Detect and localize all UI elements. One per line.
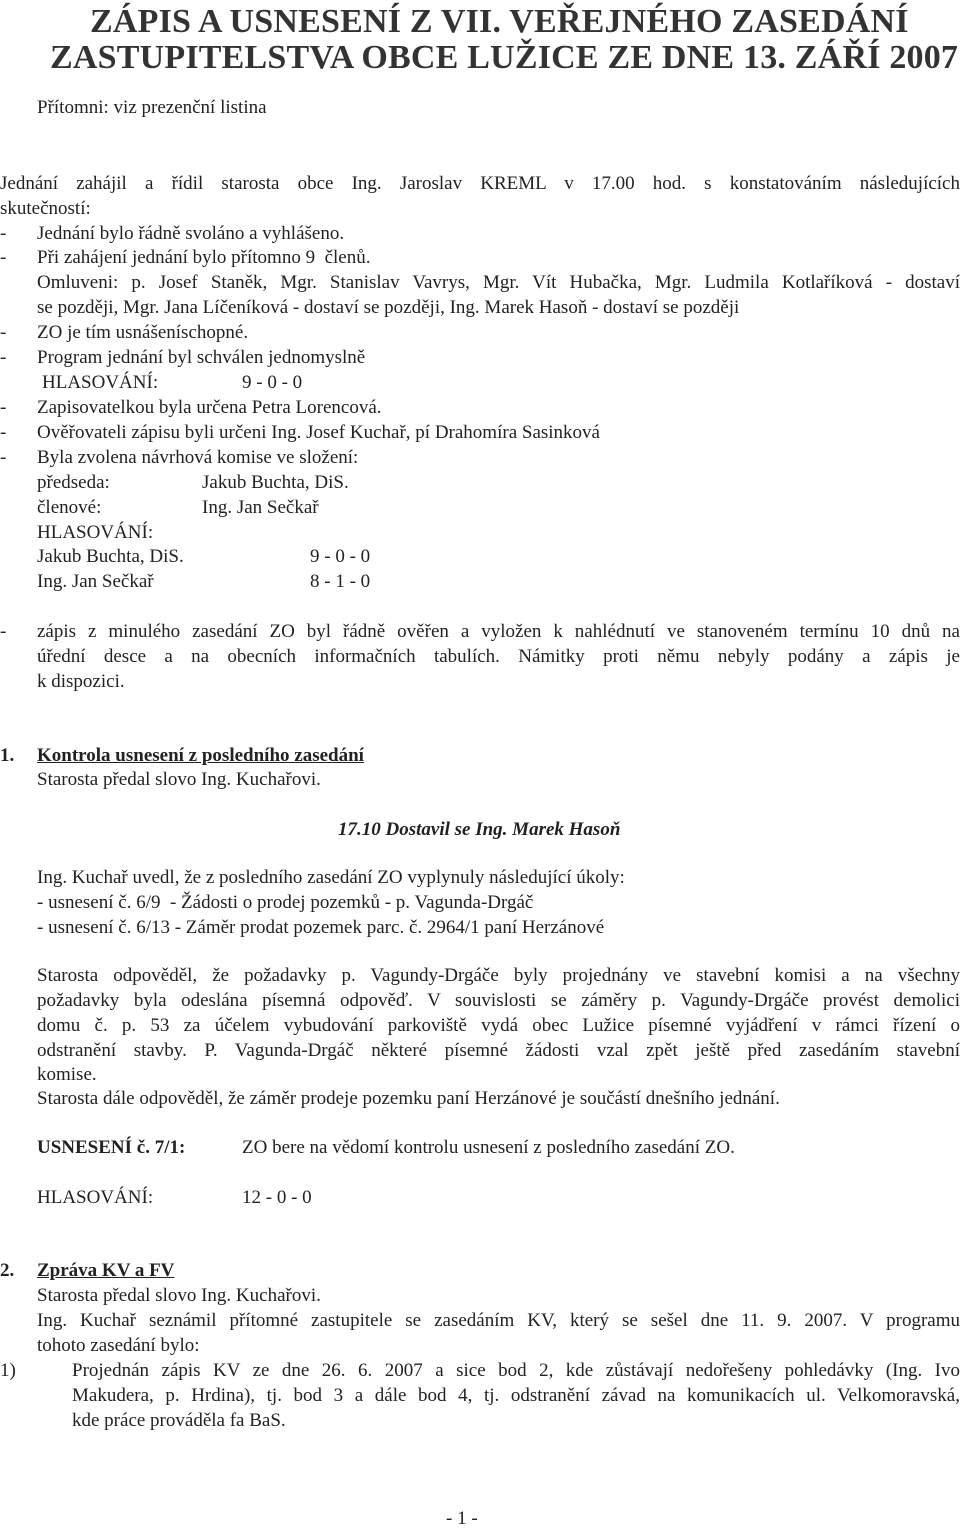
excused-line2: se později, Mgr. Jana Líčeníková - dostaví se později, Ing. Marek Hasoň - dostaví se později (37, 297, 740, 318)
item1-arrival: 17.10 Dostavil se Ing. Marek Hasoň (338, 819, 621, 840)
item1-answer-line5: komise. (37, 1064, 97, 1085)
page-number: - 1 - (446, 1508, 478, 1529)
dash: - (0, 247, 7, 268)
item1-line1: Starosta předal slovo Ing. Kuchařovi. (37, 769, 321, 790)
item1-answer-line6: Starosta dále odpověděl, že záměr prodeje pozemku paní Herzánové je součástí dnešního jednání. (37, 1088, 780, 1109)
item2-heading: Zpráva KV a FV (37, 1260, 175, 1281)
fact-verifiers: Ověřovateli zápisu byli určeni Ing. Josef Kuchař, pí Drahomíra Sasinková (37, 422, 600, 443)
fact-quorum: ZO je tím usnášeníschopné. (37, 322, 249, 343)
committee-vote-label: HLASOVÁNÍ: (37, 522, 154, 543)
opening-line1: Jednání zahájil a řídil starosta obce Ing. Jaroslav KREML v 17.00 hod. s konstatováním následujících (0, 173, 960, 194)
vote2-name: Ing. Jan Sečkař (37, 571, 154, 592)
item1-heading: Kontrola usnesení z posledního zasedání (37, 745, 364, 766)
fact-committee: Byla zvolena návrhová komise ve složení: (37, 447, 359, 468)
dash: - (0, 223, 7, 244)
item2-point-number: 1) (0, 1360, 16, 1381)
dash: - (0, 621, 7, 642)
minutes-line2: úřední desce a na obecních informačních tabulích. Námitky proti němu nebyly podány a zápis je (37, 646, 960, 667)
item1-task1: - usnesení č. 6/9 - Žádosti o prodej pozemků - p. Vagunda-Drgáč (37, 892, 534, 913)
excused-line1: Omluveni: p. Josef Staněk, Mgr. Stanislav Vavrys, Mgr. Vít Hubačka, Mgr. Ludmila Kotlaříková - dostaví (37, 272, 960, 293)
minutes-line3: k dispozici. (37, 671, 125, 692)
dash: - (0, 347, 7, 368)
program-vote-result: 9 - 0 - 0 (242, 372, 303, 393)
program-vote-label: HLASOVÁNÍ: (42, 372, 159, 393)
item1-number: 1. (0, 745, 15, 766)
item2-line2a: Ing. Kuchař seznámil přítomné zastupitele se zasedáním KV, který se sešel dne 11. 9. 2007. V programu (37, 1310, 960, 1331)
item1-answer-line1: Starosta odpověděl, že požadavky p. Vagundy-Drgáče byly projednány ve stavební komisi a na všechny (37, 965, 960, 986)
members-label: členové: (37, 497, 102, 518)
resolution-vote-result: 12 - 0 - 0 (242, 1187, 312, 1208)
present-line: Přítomni: viz prezenční listina (37, 97, 267, 118)
minutes-line1: zápis z minulého zasedání ZO byl řádně ověřen a vyložen k nahlédnutí ve stanoveném termínu 10 dnů na (37, 621, 960, 642)
chair-label: předseda: (37, 472, 110, 493)
opening-line2: skutečností: (0, 198, 91, 219)
item2-line2b: tohoto zasedání bylo: (37, 1335, 200, 1356)
fact-recorder: Zapisovatelkou byla určena Petra Lorencová. (37, 397, 382, 418)
item2-point-line2: Makudera, p. Hrdina), tj. bod 3 a dále bod 4, tj. odstranění závad na komunikacích ul. Velkomoravská, (72, 1385, 960, 1406)
dash: - (0, 422, 7, 443)
chair-name: Jakub Buchta, DiS. (202, 472, 349, 493)
item1-answer-line3: domu č. p. 53 za účelem vybudování parkoviště vydá obec Lužice písemné vyjádření v rámci řízení o (37, 1015, 960, 1036)
item2-point-line3: kde práce prováděla fa BaS. (72, 1410, 286, 1431)
document-title-line2: ZASTUPITELSTVA OBCE LUŽICE ZE DNE 13. ZÁŘÍ 2007 (50, 39, 959, 76)
item1-tasks-intro: Ing. Kuchař uvedl, že z posledního zasedání ZO vyplynuly následující úkoly: (37, 867, 625, 888)
fact-convened: Jednání bylo řádně svoláno a vyhlášeno. (37, 223, 345, 244)
vote2-result: 8 - 1 - 0 (310, 571, 371, 592)
dash: - (0, 322, 7, 343)
members-name: Ing. Jan Sečkař (202, 497, 319, 518)
item2-line1: Starosta předal slovo Ing. Kuchařovi. (37, 1285, 321, 1306)
fact-attendance: Při zahájení jednání bylo přítomno 9 členů. (37, 247, 371, 268)
vote1-name: Jakub Buchta, DiS. (37, 546, 184, 567)
dash: - (0, 447, 7, 468)
item1-answer-line2: požadavky byla odeslána písemná odpověď. V souvislosti se záměry p. Vagundy-Drgáče provést demolici (37, 990, 960, 1011)
item2-point-line1: Projednán zápis KV ze dne 26. 6. 2007 a sice bod 2, kde zůstávají nedořešeny pohledávky (Ing. Ivo (72, 1360, 960, 1381)
item2-number: 2. (0, 1260, 15, 1281)
resolution-vote-label: HLASOVÁNÍ: (37, 1187, 154, 1208)
resolution-text: ZO bere na vědomí kontrolu usnesení z posledního zasedání ZO. (242, 1137, 735, 1158)
item1-task2: - usnesení č. 6/13 - Záměr prodat pozemek parc. č. 2964/1 paní Herzánové (37, 917, 605, 938)
document-title-line1: ZÁPIS A USNESENÍ Z VII. VEŘEJNÉHO ZASEDÁNÍ (90, 3, 909, 40)
resolution-label: USNESENÍ č. 7/1: (37, 1137, 186, 1158)
item1-answer-line4: odstranění stavby. P. Vagunda-Drgáč některé písemné žádosti vzal zpět ještě před zasedáním stavební (37, 1040, 960, 1061)
fact-program: Program jednání byl schválen jednomyslně (37, 347, 366, 368)
vote1-result: 9 - 0 - 0 (310, 546, 371, 567)
dash: - (0, 397, 7, 418)
